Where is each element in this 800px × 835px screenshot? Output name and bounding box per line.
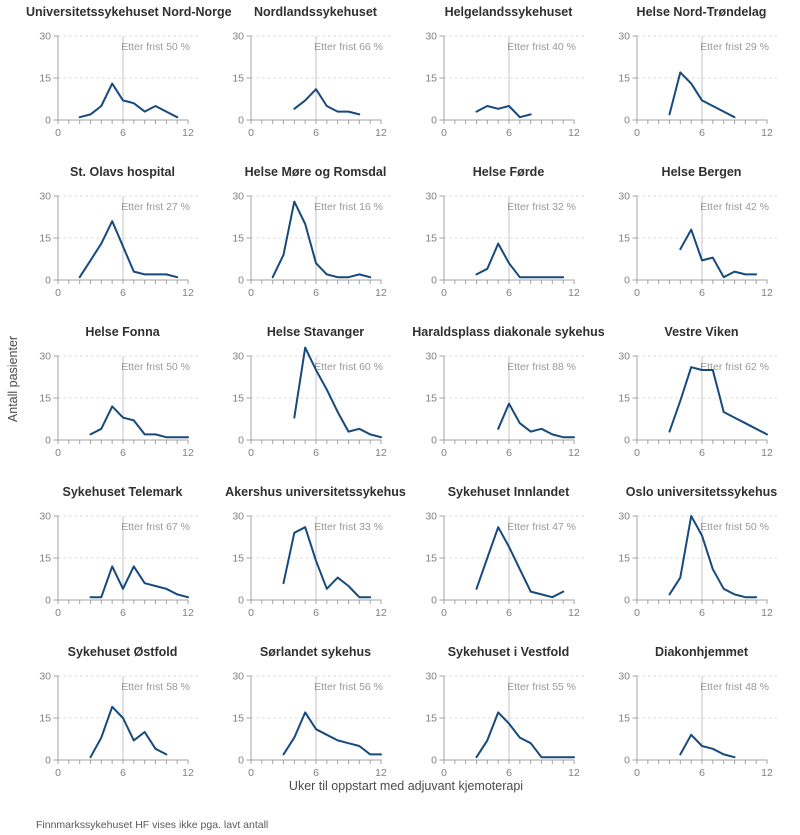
y-tick-label: 30 — [618, 190, 630, 203]
y-tick-label: 0 — [624, 434, 630, 447]
data-line — [477, 244, 564, 278]
etter-frist-annotation: Etter frist 29 % — [700, 41, 769, 53]
etter-frist-annotation: Etter frist 27 % — [121, 201, 190, 213]
etter-frist-annotation: Etter frist 60 % — [314, 361, 383, 373]
etter-frist-annotation: Etter frist 55 % — [507, 681, 576, 693]
y-tick-label: 30 — [39, 350, 51, 363]
etter-frist-annotation: Etter frist 88 % — [507, 361, 576, 373]
x-tick-label: 12 — [568, 287, 580, 299]
y-tick-label: 15 — [618, 232, 630, 245]
y-tick-label: 0 — [45, 114, 51, 127]
y-tick-label: 15 — [39, 552, 51, 565]
etter-frist-annotation: Etter frist 42 % — [700, 201, 769, 213]
line-chart — [223, 183, 409, 301]
x-tick-label: 12 — [182, 287, 194, 299]
y-tick-label: 0 — [624, 754, 630, 767]
line-chart — [223, 23, 409, 141]
data-line — [91, 566, 189, 597]
x-tick-label: 6 — [120, 127, 126, 139]
panel-vestre-viken — [605, 324, 798, 484]
x-tick-label: 6 — [506, 607, 512, 619]
etter-frist-annotation: Etter frist 50 % — [700, 521, 769, 533]
x-tick-label: 12 — [375, 607, 387, 619]
x-tick-label: 6 — [313, 767, 319, 779]
y-tick-label: 30 — [232, 670, 244, 683]
panel-title: Oslo universitetssykehus — [625, 485, 778, 499]
data-line — [477, 106, 531, 117]
line-chart — [609, 183, 795, 301]
panel-title: Vestre Viken — [664, 325, 739, 339]
x-tick-label: 6 — [699, 767, 705, 779]
y-tick-label: 0 — [238, 274, 244, 287]
x-tick-label: 12 — [568, 447, 580, 459]
x-tick-label: 6 — [699, 447, 705, 459]
y-tick-label: 0 — [624, 274, 630, 287]
y-tick-label: 15 — [618, 712, 630, 725]
data-line — [680, 735, 734, 757]
panel-helse-bergen — [605, 164, 798, 324]
x-tick-label: 0 — [441, 287, 447, 299]
y-tick-label: 30 — [425, 670, 437, 683]
y-tick-label: 30 — [232, 350, 244, 363]
line-chart — [416, 663, 602, 781]
x-tick-label: 0 — [441, 127, 447, 139]
y-tick-label: 15 — [425, 72, 437, 85]
x-tick-label: 0 — [248, 607, 254, 619]
y-tick-label: 0 — [45, 274, 51, 287]
y-tick-label: 15 — [618, 392, 630, 405]
panel-title: Akershus universitetssykehus — [225, 485, 406, 499]
y-tick-label: 15 — [425, 712, 437, 725]
x-tick-label: 6 — [120, 767, 126, 779]
y-tick-label: 30 — [425, 30, 437, 43]
x-tick-label: 0 — [55, 607, 61, 619]
line-chart — [30, 183, 216, 301]
x-tick-label: 12 — [182, 767, 194, 779]
x-tick-label: 0 — [441, 607, 447, 619]
y-tick-label: 30 — [39, 190, 51, 203]
x-tick-label: 12 — [182, 607, 194, 619]
y-tick-label: 15 — [618, 72, 630, 85]
etter-frist-annotation: Etter frist 50 % — [121, 41, 190, 53]
x-tick-label: 0 — [55, 127, 61, 139]
y-tick-label: 0 — [238, 754, 244, 767]
panel-helse-more-og-romsdal — [219, 164, 412, 324]
x-tick-label: 0 — [634, 607, 640, 619]
x-tick-label: 12 — [761, 287, 773, 299]
line-chart — [223, 343, 409, 461]
x-tick-label: 0 — [634, 127, 640, 139]
x-tick-label: 6 — [313, 287, 319, 299]
panel-title: St. Olavs hospital — [70, 165, 175, 179]
footnote: Finnmarkssykehuset HF vises ikke pga. lavt antall — [36, 819, 269, 831]
x-axis-label: Uker til oppstart med adjuvant kjemoterapi — [288, 779, 524, 793]
y-tick-label: 30 — [618, 670, 630, 683]
line-chart — [416, 23, 602, 141]
y-tick-label: 0 — [45, 434, 51, 447]
x-tick-label: 0 — [634, 287, 640, 299]
y-tick-label: 15 — [618, 552, 630, 565]
x-tick-label: 0 — [248, 447, 254, 459]
panel-title: Sykehuset i Vestfold — [447, 645, 570, 659]
line-chart — [416, 183, 602, 301]
line-chart — [609, 343, 795, 461]
x-tick-label: 6 — [506, 127, 512, 139]
y-tick-label: 15 — [39, 392, 51, 405]
data-line — [284, 712, 382, 754]
panel-title: Nordlandssykehuset — [254, 5, 377, 19]
panel-title: Helse Nord-Trøndelag — [636, 5, 767, 19]
data-line — [91, 406, 189, 437]
x-tick-label: 6 — [699, 127, 705, 139]
line-chart — [30, 503, 216, 621]
y-tick-label: 0 — [431, 114, 437, 127]
y-tick-label: 0 — [45, 594, 51, 607]
etter-frist-annotation: Etter frist 33 % — [314, 521, 383, 533]
x-tick-label: 12 — [375, 767, 387, 779]
etter-frist-annotation: Etter frist 48 % — [700, 681, 769, 693]
panel-title: Helse Stavanger — [266, 325, 365, 339]
y-tick-label: 0 — [624, 114, 630, 127]
y-tick-label: 30 — [618, 350, 630, 363]
etter-frist-annotation: Etter frist 16 % — [314, 201, 383, 213]
y-tick-label: 30 — [39, 510, 51, 523]
data-line — [477, 527, 564, 597]
panel-helse-stavanger — [219, 324, 412, 484]
x-tick-label: 0 — [634, 447, 640, 459]
etter-frist-annotation: Etter frist 67 % — [121, 521, 190, 533]
x-tick-label: 0 — [55, 447, 61, 459]
x-tick-label: 12 — [761, 607, 773, 619]
y-tick-label: 30 — [425, 190, 437, 203]
panel-sykehuset-telemark — [26, 484, 219, 644]
line-chart — [416, 503, 602, 621]
panel-helgelandssykehuset — [412, 4, 605, 164]
x-tick-label: 6 — [699, 607, 705, 619]
x-tick-label: 12 — [568, 607, 580, 619]
y-tick-label: 30 — [425, 510, 437, 523]
panel-nordlandssykehuset — [219, 4, 412, 164]
panel-title: Sørlandet sykehus — [259, 645, 372, 659]
data-line — [284, 527, 371, 597]
line-chart — [223, 503, 409, 621]
y-tick-label: 30 — [618, 510, 630, 523]
y-tick-label: 15 — [425, 392, 437, 405]
data-line — [498, 404, 574, 438]
etter-frist-annotation: Etter frist 47 % — [507, 521, 576, 533]
etter-frist-annotation: Etter frist 62 % — [700, 361, 769, 373]
panel-akershus-universitetssykehus — [219, 484, 412, 644]
x-tick-label: 12 — [375, 127, 387, 139]
line-chart — [609, 663, 795, 781]
etter-frist-annotation: Etter frist 58 % — [121, 681, 190, 693]
x-tick-label: 12 — [375, 287, 387, 299]
x-tick-label: 6 — [120, 447, 126, 459]
y-tick-label: 0 — [431, 434, 437, 447]
etter-frist-annotation: Etter frist 32 % — [507, 201, 576, 213]
panel-title: Haraldsplass diakonale sykehus — [412, 325, 605, 339]
x-tick-label: 0 — [55, 767, 61, 779]
panel-helse-forde — [412, 164, 605, 324]
y-tick-label: 0 — [431, 754, 437, 767]
x-tick-label: 12 — [761, 127, 773, 139]
panel-helse-nord-trondelag — [605, 4, 798, 164]
y-tick-label: 15 — [232, 392, 244, 405]
x-tick-label: 0 — [441, 447, 447, 459]
x-tick-label: 6 — [506, 447, 512, 459]
panel-title: Helgelandssykehuset — [444, 5, 573, 19]
data-line — [680, 230, 756, 278]
line-chart — [609, 23, 795, 141]
y-tick-label: 15 — [39, 72, 51, 85]
panel-title: Sykehuset Østfold — [67, 645, 178, 659]
y-tick-label: 0 — [238, 434, 244, 447]
y-tick-label: 15 — [39, 232, 51, 245]
x-tick-label: 12 — [182, 447, 194, 459]
y-tick-label: 30 — [425, 350, 437, 363]
x-tick-label: 6 — [506, 287, 512, 299]
panel-title: Sykehuset Innlandet — [447, 485, 570, 499]
x-tick-label: 0 — [55, 287, 61, 299]
x-tick-label: 0 — [441, 767, 447, 779]
y-tick-label: 30 — [39, 30, 51, 43]
charts-grid — [26, 4, 798, 804]
y-tick-label: 30 — [618, 30, 630, 43]
x-tick-label: 6 — [313, 607, 319, 619]
y-tick-label: 0 — [238, 114, 244, 127]
x-tick-label: 12 — [761, 767, 773, 779]
panel-title: Universitetssykehuset Nord-Norge — [26, 5, 232, 19]
x-tick-label: 0 — [248, 287, 254, 299]
y-tick-label: 15 — [232, 232, 244, 245]
etter-frist-annotation: Etter frist 40 % — [507, 41, 576, 53]
y-tick-label: 15 — [425, 552, 437, 565]
x-tick-label: 6 — [313, 127, 319, 139]
x-tick-label: 6 — [506, 767, 512, 779]
data-line — [91, 707, 167, 757]
y-tick-label: 0 — [431, 594, 437, 607]
data-line — [294, 89, 359, 114]
panel-title: Helse Møre og Romsdal — [244, 165, 387, 179]
y-tick-label: 30 — [232, 510, 244, 523]
data-line — [80, 84, 178, 118]
x-tick-label: 0 — [248, 127, 254, 139]
line-chart — [30, 23, 216, 141]
panel-title: Helse Fonna — [85, 325, 160, 339]
panel-st-olavs-hospital — [26, 164, 219, 324]
x-tick-label: 0 — [634, 767, 640, 779]
y-tick-label: 0 — [238, 594, 244, 607]
x-tick-label: 6 — [120, 287, 126, 299]
data-line — [80, 221, 178, 277]
panel-universitetssykehuset-nord-norge — [26, 4, 232, 164]
y-tick-label: 0 — [431, 274, 437, 287]
y-tick-label: 15 — [232, 72, 244, 85]
x-tick-label: 6 — [699, 287, 705, 299]
x-tick-label: 12 — [375, 447, 387, 459]
panel-sykehuset-innlandet — [412, 484, 605, 644]
x-tick-label: 6 — [120, 607, 126, 619]
panel-title: Helse Bergen — [661, 165, 742, 179]
y-tick-label: 0 — [624, 594, 630, 607]
x-tick-label: 0 — [248, 767, 254, 779]
panel-title: Helse Førde — [472, 165, 545, 179]
y-tick-label: 30 — [232, 190, 244, 203]
line-chart — [609, 503, 795, 621]
etter-frist-annotation: Etter frist 50 % — [121, 361, 190, 373]
y-tick-label: 15 — [425, 232, 437, 245]
y-tick-label: 30 — [39, 670, 51, 683]
y-axis-label: Antall pasienter — [6, 335, 21, 423]
y-tick-label: 15 — [232, 552, 244, 565]
x-tick-label: 6 — [313, 447, 319, 459]
y-tick-label: 30 — [232, 30, 244, 43]
panel-helse-fonna — [26, 324, 219, 484]
etter-frist-annotation: Etter frist 66 % — [314, 41, 383, 53]
data-line — [670, 367, 768, 434]
line-chart — [30, 343, 216, 461]
line-chart — [30, 663, 216, 781]
line-chart — [223, 663, 409, 781]
y-tick-label: 15 — [232, 712, 244, 725]
panel-haraldsplass-diakonale-sykehus — [412, 324, 605, 484]
panel-title: Diakonhjemmet — [654, 645, 749, 659]
line-chart — [416, 343, 602, 461]
etter-frist-annotation: Etter frist 56 % — [314, 681, 383, 693]
x-tick-label: 12 — [568, 127, 580, 139]
x-tick-label: 12 — [761, 447, 773, 459]
panel-oslo-universitetssykehus — [605, 484, 798, 644]
x-tick-label: 12 — [182, 127, 194, 139]
panel-title: Sykehuset Telemark — [62, 485, 183, 499]
x-tick-label: 12 — [568, 767, 580, 779]
y-tick-label: 0 — [45, 754, 51, 767]
y-tick-label: 15 — [39, 712, 51, 725]
data-line — [477, 712, 575, 757]
